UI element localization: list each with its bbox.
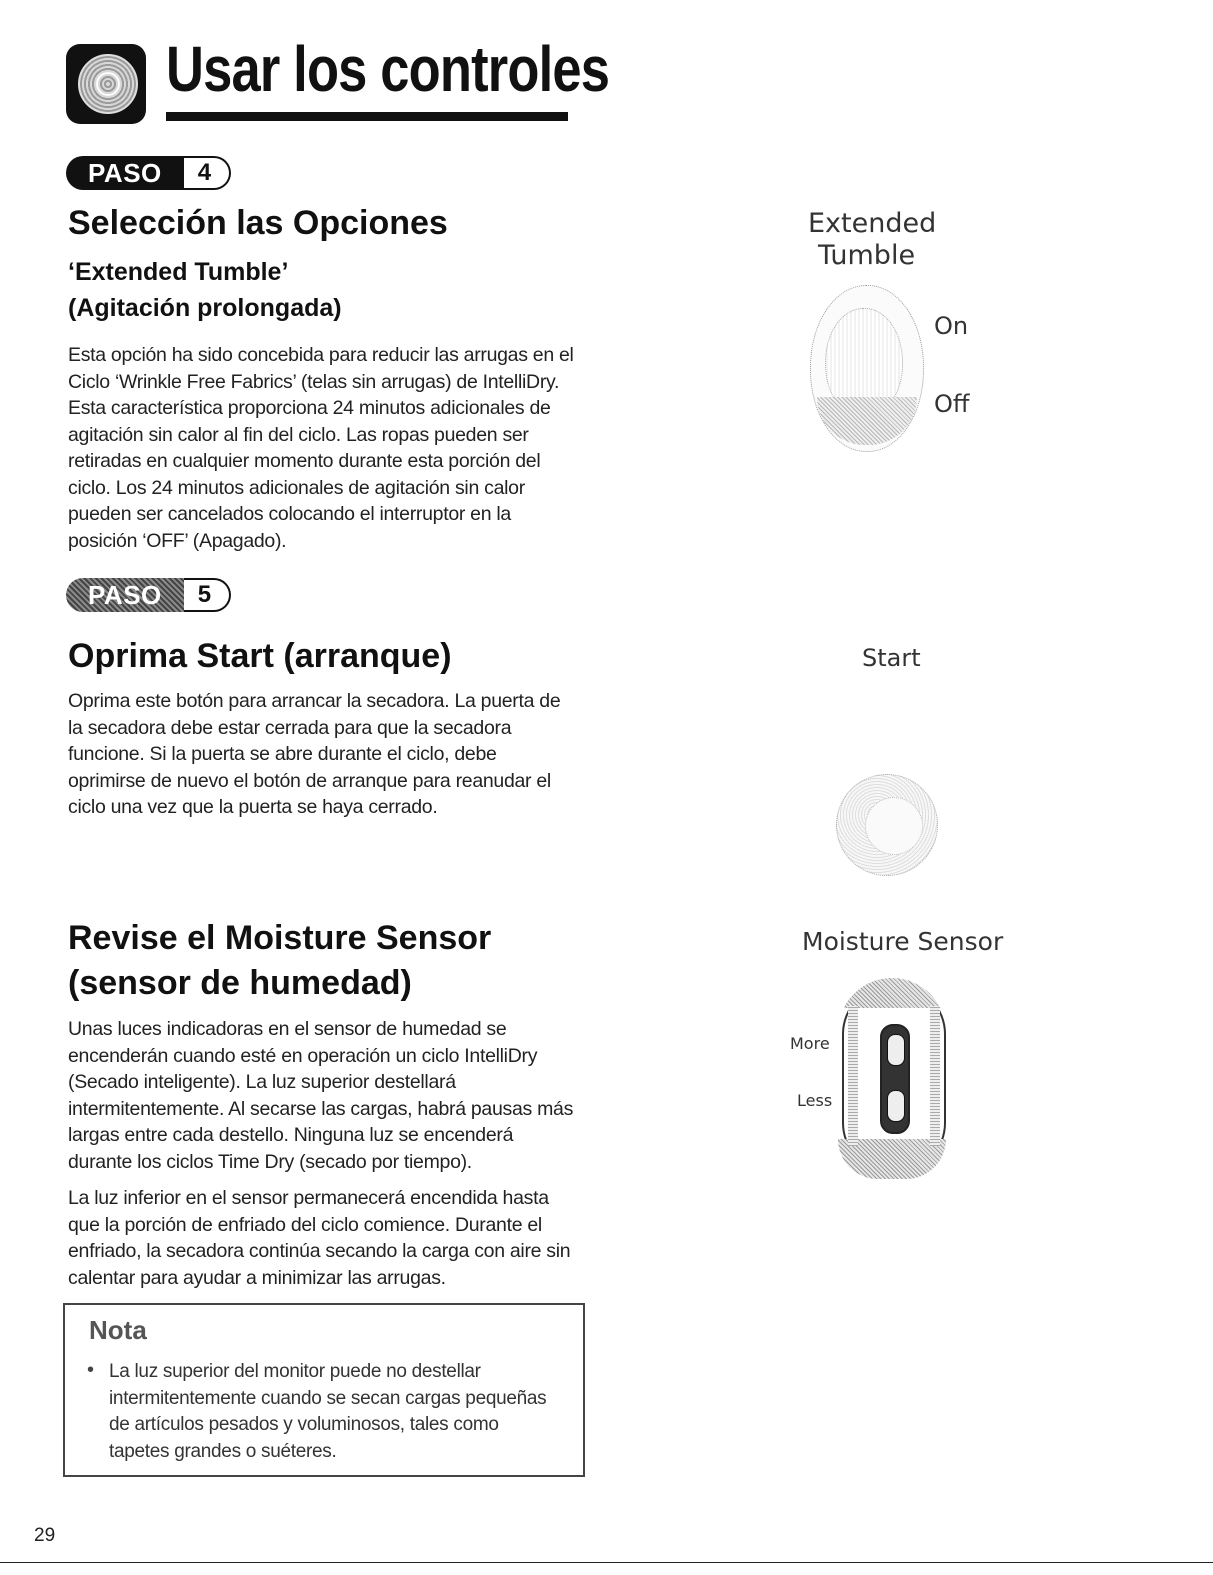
- body-line: encenderán cuando esté en operación un ciclo IntelliDry: [68, 1044, 538, 1067]
- step-4-subheading-1: ‘Extended Tumble’: [68, 258, 289, 286]
- note-line: de artículos pesados y voluminosos, tales como: [109, 1414, 499, 1435]
- note-line: tapetes grandes o suéteres.: [109, 1440, 337, 1462]
- start-label: Start: [862, 644, 921, 672]
- body-line: enfriado, la secadora continúa secando la carga con aire sin: [68, 1240, 571, 1262]
- moisture-para-2: [68, 1185, 588, 1291]
- less-label: Less: [797, 1091, 833, 1110]
- step-4-body: [68, 342, 588, 554]
- step-5-heading: Oprima Start (arranque): [68, 637, 452, 675]
- step-number: 5: [184, 578, 231, 612]
- upper-light: [887, 1034, 905, 1066]
- note-title: Nota: [89, 1315, 147, 1345]
- more-label: More: [790, 1034, 830, 1053]
- bullet-icon: •: [87, 1359, 95, 1381]
- moisture-para-1: [68, 1016, 588, 1175]
- step-5-badge: [66, 578, 231, 612]
- body-line: ciclo. Los 24 minutos adicionales de agitación sin calor: [68, 476, 525, 499]
- body-line: funcione. Si la puerta se abre durante el ciclo, debe: [68, 743, 497, 765]
- body-line: durante los ciclos Time Dry (secado por tiempo).: [68, 1150, 472, 1173]
- lower-light: [887, 1090, 905, 1122]
- moisture-sensor-indicator: [842, 984, 946, 1173]
- page-title: Usar los controles: [166, 33, 610, 105]
- paso-label: PASO: [66, 156, 184, 190]
- moisture-heading-2: (sensor de humedad): [68, 964, 412, 1002]
- body-line: ciclo una vez que la puerta se haya cerrado.: [68, 796, 438, 818]
- title-underline: [166, 112, 568, 121]
- body-line: Esta opción ha sido concebida para reducir las arrugas en el: [68, 344, 574, 366]
- step-5-body: [68, 688, 588, 821]
- step-number: 4: [184, 156, 231, 190]
- body-line: (Secado inteligente). La luz superior destellará: [68, 1071, 456, 1093]
- on-label: On: [934, 312, 969, 340]
- body-line: Ciclo ‘Wrinkle Free Fabrics’ (telas sin arrugas) de IntelliDry.: [68, 370, 560, 393]
- label-line: Tumble: [818, 240, 916, 271]
- page-number: 29: [34, 1525, 56, 1546]
- moisture-sensor-label: Moisture Sensor: [802, 927, 1004, 956]
- body-line: Oprima este botón para arrancar la secadora. La puerta de: [68, 690, 561, 712]
- body-line: pueden ser cancelados colocando el interruptor en la: [68, 503, 511, 525]
- body-line: oprimirse de nuevo el botón de arranque para reanudar el: [68, 769, 551, 792]
- extended-tumble-label: [808, 208, 936, 272]
- label-line: Extended: [808, 208, 937, 239]
- moisture-heading-1: Revise el Moisture Sensor: [68, 919, 492, 957]
- body-line: Esta característica proporciona 24 minutos adicionales de: [68, 397, 551, 419]
- body-line: posición ‘OFF’ (Apagado).: [68, 529, 287, 552]
- body-line: largas entre cada destello. Ninguna luz se encenderá: [68, 1124, 514, 1146]
- body-line: la secadora debe estar cerrada para que la secadora: [68, 716, 512, 739]
- extended-tumble-switch[interactable]: [810, 285, 924, 452]
- body-line: calentar para ayudar a minimizar las arrugas.: [68, 1266, 446, 1289]
- body-line: que la porción de enfriado del ciclo comience. Durante el: [68, 1213, 542, 1236]
- body-line: Unas luces indicadoras en el sensor de humedad se: [68, 1018, 507, 1040]
- off-label: Off: [934, 390, 970, 418]
- step-4-subheading-2: (Agitación prolongada): [68, 294, 342, 322]
- step-4-badge: [66, 156, 231, 190]
- body-line: retiradas en cualquier momento durante esta porción del: [68, 450, 541, 472]
- note-line: intermitentemente cuando se secan cargas pequeñas: [109, 1387, 547, 1409]
- step-4-heading: Selección las Opciones: [68, 204, 448, 242]
- note-line: La luz superior del monitor puede no destellar: [109, 1361, 481, 1382]
- body-line: intermitentemente. Al secarse las cargas, habrá pausas más: [68, 1097, 574, 1120]
- note-text: [109, 1359, 569, 1465]
- footer-rule: [0, 1562, 1213, 1563]
- paso-label: PASO: [66, 578, 184, 612]
- note-box: [63, 1303, 585, 1477]
- body-line: La luz inferior en el sensor permanecerá encendida hasta: [68, 1187, 549, 1209]
- body-line: agitación sin calor al fin del ciclo. Las ropas pueden ser: [68, 423, 529, 446]
- start-button[interactable]: [836, 774, 938, 876]
- dial-icon: [66, 44, 146, 124]
